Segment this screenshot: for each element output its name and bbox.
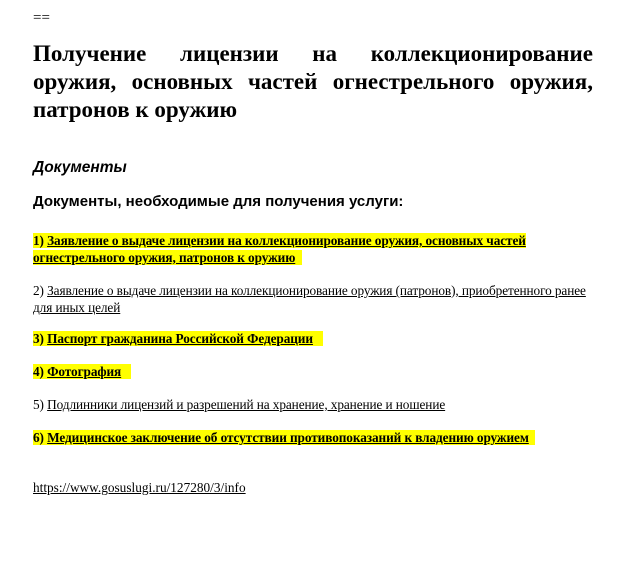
document-item-title: Заявление о выдаче лицензии на коллекционирование оружия, основных частей огнестрельного оружия, патронов к оружию — [33, 233, 526, 265]
document-item-5 — [33, 397, 593, 414]
document-item-title: Заявление о выдаче лицензии на коллекционирование оружия (патронов), приобретенного ранее для иных целей — [33, 283, 586, 315]
document-item-4 — [33, 364, 593, 381]
document-item-text — [33, 364, 131, 379]
separator-marker: == — [33, 10, 50, 26]
document-item-number: 1) — [33, 233, 48, 248]
document-item-number: 3) — [33, 331, 48, 346]
source-link[interactable]: https://www.gosuslugi.ru/127280/3/info — [33, 480, 246, 495]
documents-intro: Документы, необходимые для получения услуги: — [33, 193, 404, 210]
document-item-number: 4) — [33, 364, 48, 379]
document-item-text — [33, 283, 586, 315]
document-item-6 — [33, 430, 593, 447]
document-item-2 — [33, 283, 593, 316]
document-item-title: Подлинники лицензий и разрешений на хранение, хранение и ношение — [47, 397, 446, 412]
document-item-number: 6) — [33, 430, 48, 445]
document-item-text — [33, 430, 535, 445]
document-item-title: Фотография — [47, 364, 122, 379]
document-item-text — [33, 233, 526, 265]
document-item-number: 2) — [33, 283, 48, 298]
document-item-3 — [33, 331, 593, 348]
document-item-title: Паспорт гражданина Российской Федерации — [47, 331, 313, 346]
document-item-number: 5) — [33, 397, 48, 412]
page-title: Получение лицензии на коллекционирование оружия, основных частей огнестрельного оружия, патронов к оружию — [33, 41, 593, 122]
document-item-text — [33, 397, 452, 412]
document-item-title: Медицинское заключение об отсутствии противопоказаний к владению оружием — [47, 430, 529, 445]
documents-heading: Документы — [33, 159, 127, 176]
document-item-text — [33, 331, 323, 346]
document-item-1 — [33, 233, 593, 266]
